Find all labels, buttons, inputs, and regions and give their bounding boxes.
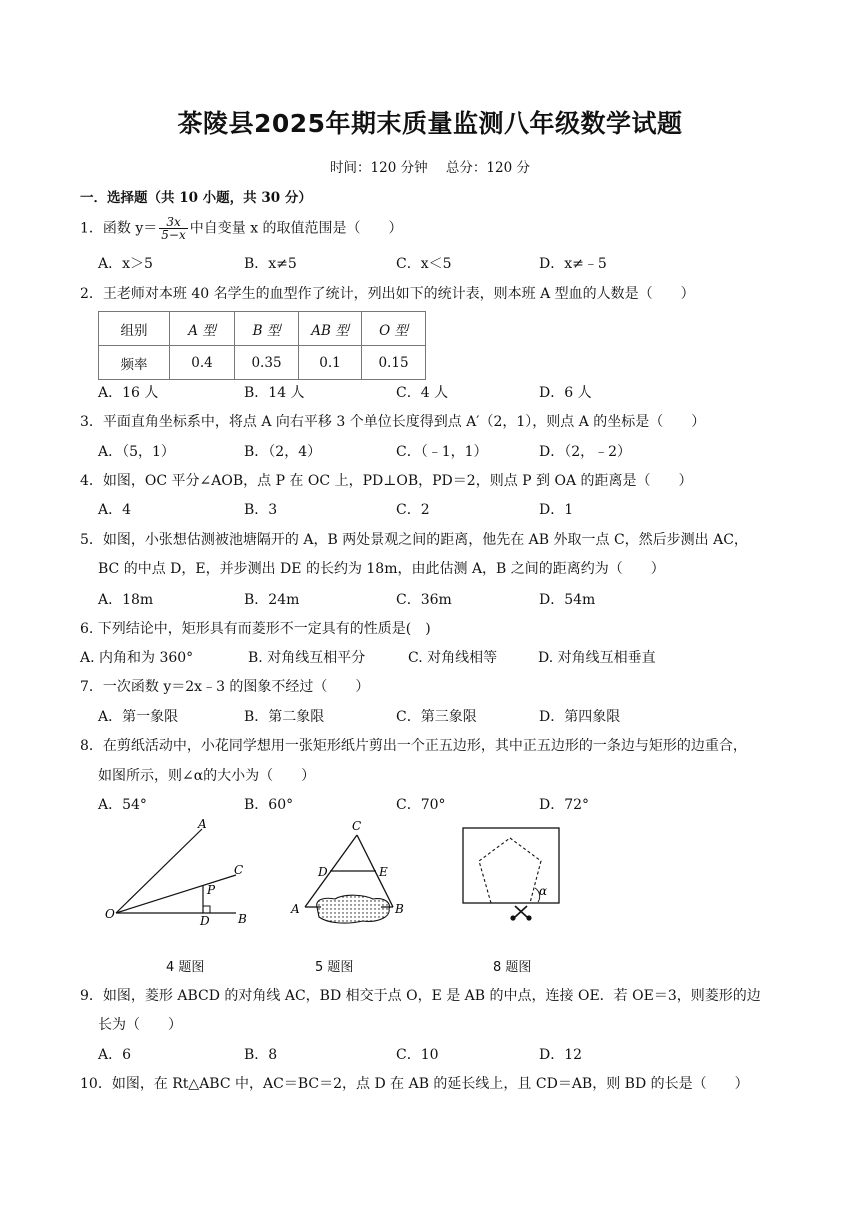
option-d[interactable]: D．54m: [539, 592, 596, 608]
option-d[interactable]: D．72°: [539, 797, 590, 813]
option-c[interactable]: C．4 人: [396, 385, 449, 401]
section-heading: 一．选择题（共 10 小题，共 30 分）: [80, 190, 312, 206]
option-c[interactable]: C．10: [396, 1047, 439, 1063]
figure-4-caption: 4 题图: [166, 960, 205, 975]
question-8-line-2: 如图所示，则∠α的大小为（ ）: [98, 768, 316, 784]
table-header-cell: 组别: [99, 312, 170, 346]
table-row: [99, 346, 426, 380]
option-d[interactable]: D．12: [539, 1047, 583, 1063]
option-c[interactable]: C．第三象限: [396, 709, 477, 725]
option-b[interactable]: B．3: [244, 502, 278, 518]
page-title: 茶陵县2025年期末质量监测八年级数学试题: [177, 109, 683, 138]
figure-4-diagram: [100, 815, 260, 935]
question-7-options: [98, 706, 798, 726]
question-8-options: [98, 794, 798, 814]
question-6: 6. 下列结论中，矩形具有而菱形不一定具有的性质是( ): [80, 621, 431, 637]
option-a[interactable]: A．54°: [98, 797, 147, 813]
option-c[interactable]: C．x＜5: [396, 256, 452, 272]
question-9-options: [98, 1044, 798, 1064]
option-d[interactable]: D．第四象限: [539, 709, 621, 725]
option-c[interactable]: C．36m: [396, 592, 452, 608]
question-2-options: [98, 382, 798, 402]
point-label-b: B: [238, 912, 247, 926]
table-cell: 0.15: [362, 346, 426, 380]
question-5-options: [98, 589, 798, 609]
question-4-options: [98, 499, 798, 519]
point-label-p: P: [207, 883, 216, 897]
fraction-numerator: 3x: [159, 216, 187, 229]
exam-time: 时间：120 分钟: [330, 160, 428, 176]
question-1-options: [98, 253, 798, 273]
question-9-line-2: 长为（ ）: [98, 1017, 182, 1033]
table-cell: 0.35: [235, 346, 299, 380]
option-d[interactable]: D．1: [539, 502, 574, 518]
option-c[interactable]: C．2: [396, 502, 430, 518]
option-b[interactable]: B．（2，4）: [244, 444, 322, 460]
table-header-cell: B 型: [235, 312, 299, 346]
question-9-line-1: 9．如图，菱形 ABCD 的对角线 AC，BD 相交于点 O，E 是 AB 的中点，连接 OE．若 OE＝3，则菱形的边: [80, 988, 761, 1004]
question-1-suffix: 中自变量 x 的取值范围是（ ）: [189, 220, 403, 237]
option-c[interactable]: C．70°: [396, 797, 446, 813]
point-label-d: D: [318, 865, 328, 879]
figure-8-diagram: [455, 818, 575, 928]
point-label-c: C: [352, 819, 362, 833]
fraction-denominator: 5−x: [161, 228, 186, 242]
scissors-icon: [510, 906, 531, 921]
option-b[interactable]: B．60°: [244, 797, 294, 813]
table-cell: 0.4: [170, 346, 235, 380]
option-b[interactable]: B．14 人: [244, 385, 305, 401]
exam-info: [0, 156, 860, 176]
question-3: 3．平面直角坐标系中，将点 A 向右平移 3 个单位长度得到点 A′（2，1），则点 A 的坐标是（ ）: [80, 414, 706, 430]
option-d[interactable]: D．6 人: [539, 385, 592, 401]
question-6-options: [80, 647, 780, 667]
table-row: [99, 312, 426, 346]
point-label-a: A: [291, 902, 300, 916]
option-b[interactable]: B．8: [244, 1047, 278, 1063]
option-c[interactable]: C. 对角线相等: [408, 650, 498, 666]
question-8-line-1: 8．在剪纸活动中，小花同学想用一张矩形纸片剪出一个正五边形，其中正五边形的一条边与矩形的边重合，: [80, 738, 747, 754]
option-d[interactable]: D. 对角线互相垂直: [538, 650, 656, 666]
option-d[interactable]: D．（2，﹣2）: [539, 444, 632, 460]
question-5-line-1: 5．如图，小张想估测被池塘隔开的 A，B 两处景观之间的距离，他先在 AB 外取一点 C，然后步测出 AC，: [80, 532, 748, 548]
table-cell: 频率: [99, 346, 170, 380]
option-b[interactable]: B．第二象限: [244, 709, 325, 725]
question-1: [80, 216, 403, 241]
exam-score: 总分：120 分: [445, 160, 530, 176]
point-label-b: B: [395, 902, 404, 916]
figure-5-caption: 5 题图: [315, 960, 354, 975]
question-5-line-2: BC 的中点 D，E，并步测出 DE 的长约为 18m，由此估测 A，B 之间的距离约为（ ）: [98, 561, 665, 577]
point-label-o: O: [105, 907, 115, 921]
table-header-cell: O 型: [362, 312, 426, 346]
figure-8-caption: 8 题图: [493, 960, 532, 975]
option-a[interactable]: A．第一象限: [98, 709, 179, 725]
blood-type-table: [98, 311, 426, 380]
option-a[interactable]: A．16 人: [98, 385, 159, 401]
angle-label-alpha: α: [539, 884, 548, 898]
point-label-e: E: [379, 865, 388, 879]
point-label-a: A: [198, 817, 207, 831]
point-label-c: C: [234, 863, 244, 877]
option-b[interactable]: B. 对角线互相平分: [248, 650, 366, 666]
option-a[interactable]: A．6: [98, 1047, 132, 1063]
option-c[interactable]: C．（﹣1，1）: [396, 444, 488, 460]
option-a[interactable]: A．（5，1）: [98, 444, 175, 460]
option-d[interactable]: D．x≠﹣5: [539, 256, 607, 272]
option-b[interactable]: B．24m: [244, 592, 300, 608]
table-header-cell: A 型: [170, 312, 235, 346]
question-3-options: [98, 441, 798, 461]
option-a[interactable]: A．x＞5: [98, 256, 153, 272]
question-10: 10．如图，在 Rt△ABC 中，AC＝BC＝2，点 D 在 AB 的延长线上，且 CD＝AB，则 BD 的长是（ ）: [80, 1076, 749, 1092]
question-2: 2．王老师对本班 40 名学生的血型作了统计，列出如下的统计表，则本班 A 型血的人数是（ ）: [80, 286, 695, 302]
table-cell: 0.1: [299, 346, 362, 380]
question-1-prefix: 1．函数 y＝: [80, 220, 158, 237]
option-b[interactable]: B．x≠5: [244, 256, 297, 272]
question-7: 7．一次函数 y＝2x﹣3 的图象不经过（ ）: [80, 679, 370, 695]
figure-5-diagram: [285, 815, 415, 935]
fraction: [159, 216, 187, 241]
question-4: 4．如图，OC 平分∠AOB，点 P 在 OC 上，PD⊥OB，PD＝2，则点 P 到 OA 的距离是（ ）: [80, 473, 693, 489]
point-label-d: D: [200, 914, 210, 928]
option-a[interactable]: A. 内角和为 360°: [80, 650, 194, 666]
option-a[interactable]: A．4: [98, 502, 132, 518]
table-header-cell: AB 型: [299, 312, 362, 346]
option-a[interactable]: A．18m: [98, 592, 154, 608]
